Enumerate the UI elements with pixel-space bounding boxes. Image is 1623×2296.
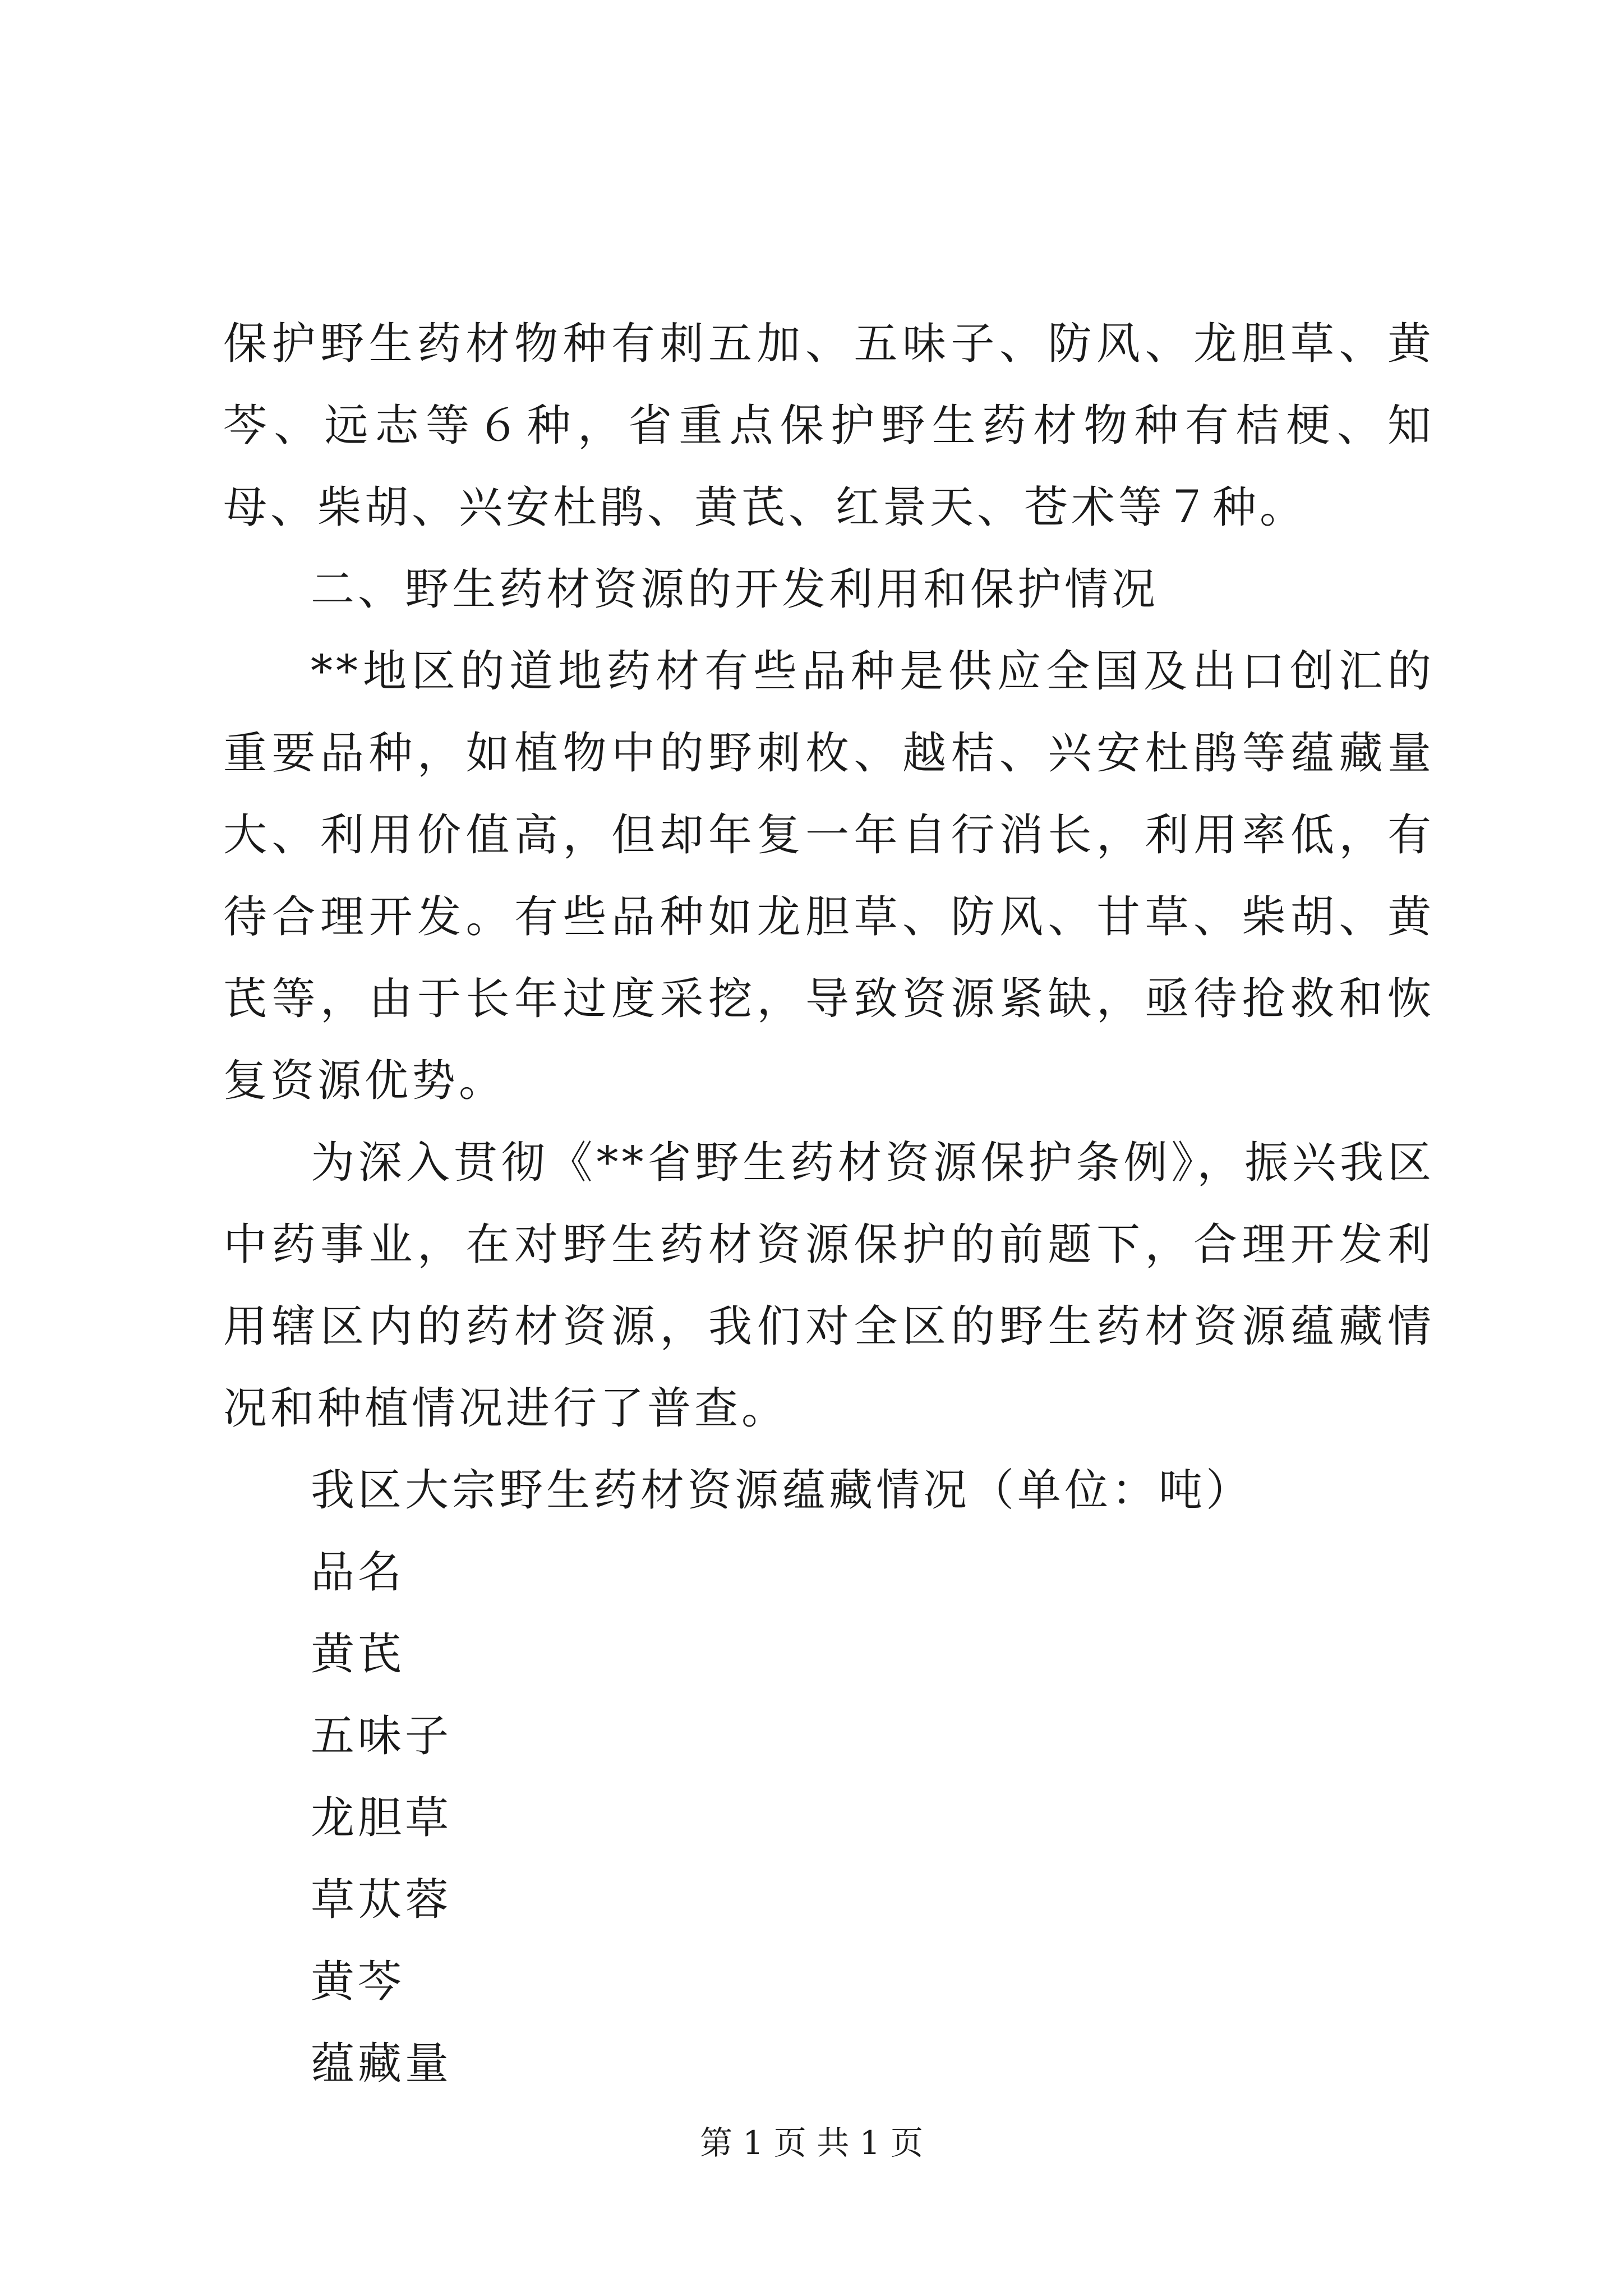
table-line: 龙胆草: [311, 1793, 453, 1843]
table-line: 五味子: [311, 1711, 453, 1761]
section-heading: 二、野生药材资源的开发利用和保护情况: [311, 564, 1159, 615]
table-line: 黄芩: [311, 1957, 405, 2007]
table-line: 蕴藏量: [311, 2039, 453, 2089]
page-footer: 第 1 页 共 1 页: [700, 2124, 923, 2162]
table-line: 草苁蓉: [311, 1875, 453, 1925]
paragraph-regional-herbs: **地区的道地药材有些品种是供应全国及出口创汇的重要品种，如植物中的野刺枚、越桔、兴安杜鹃等蕴藏量大、利用价值高，但却年复一年自行消长，利用率低，有待合理开发。有些品种如龙胆草、防风、甘草、柴胡、黄芪等，由于长年过度采挖，导致资源紧缺，亟待抢救和恢复资源优势。: [223, 646, 1435, 1106]
table-line: 黄芪: [311, 1629, 405, 1680]
table-title: 我区大宗野生药材资源蕴藏情况（单位：吨）: [311, 1465, 1253, 1516]
paragraph-survey: 为深入贯彻《**省野生药材资源保护条例》，振兴我区中药事业，在对野生药材资源保护的前题下，合理开发利用辖区内的药材资源，我们对全区的野生药材资源蕴藏情况和种植情况进行了普查。: [223, 1138, 1435, 1434]
paragraph-protected-species: 保护野生药材物种有刺五加、五味子、防风、龙胆草、黄芩、远志等６种，省重点保护野生药材物种有桔梗、知母、柴胡、兴安杜鹃、黄芪、红景天、苍术等７种。: [223, 319, 1435, 533]
document-body: [223, 303, 1435, 2105]
table-line: 品名: [311, 1547, 405, 1598]
